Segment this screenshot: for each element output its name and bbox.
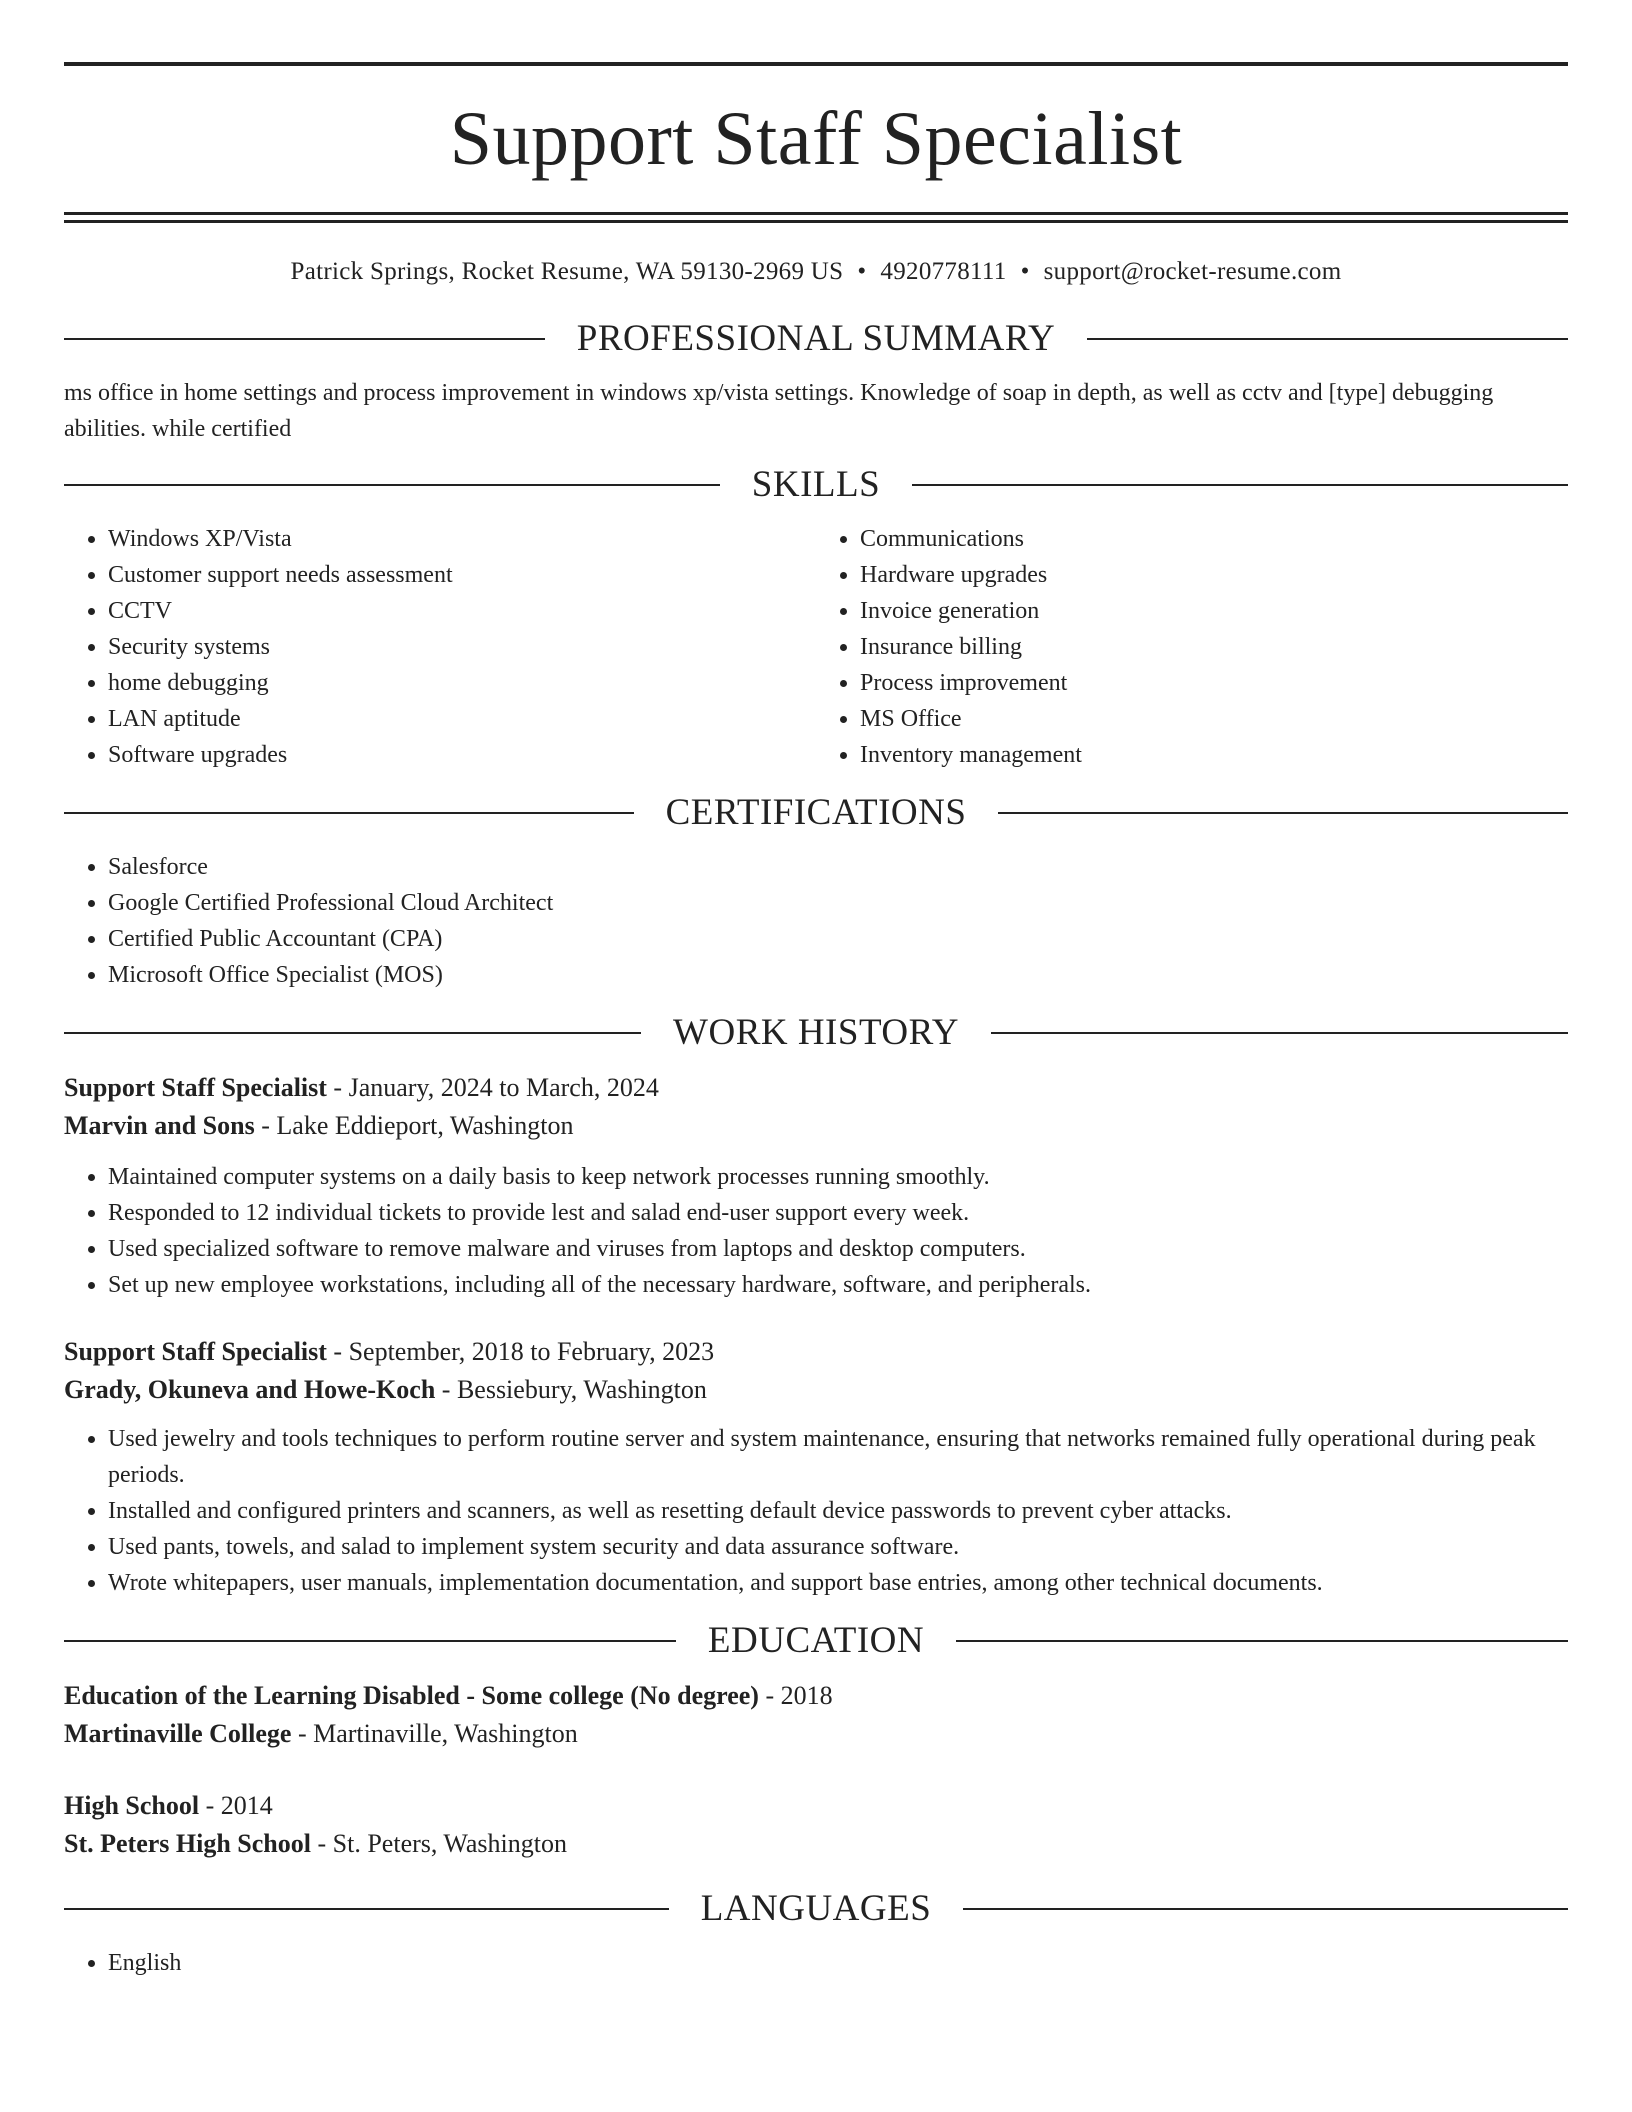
page-title: Support Staff Specialist <box>449 97 1183 181</box>
section-heading-summary <box>64 317 1568 361</box>
section-heading-work-history <box>64 1011 1568 1055</box>
heading-rule <box>64 1640 676 1642</box>
list-item: • Responded to 12 individual tickets to provide lest and salad end-user support every week. <box>108 1195 1568 1231</box>
list-item: • Microsoft Office Specialist (MOS) <box>108 957 1568 993</box>
job-dates: - September, 2018 to February, 2023 <box>326 1337 715 1366</box>
job-company-line <box>64 1107 1568 1145</box>
list-item: • LAN aptitude <box>108 701 816 737</box>
education-location: - St. Peters, Washington <box>311 1829 567 1858</box>
heading-rule <box>998 812 1568 814</box>
list-item: • Salesforce <box>108 849 1568 885</box>
job-entry <box>64 1333 1568 1601</box>
education-school: St. Peters High School <box>64 1829 311 1858</box>
list-item: • Insurance billing <box>860 629 1568 665</box>
list-item: • Process improvement <box>860 665 1568 701</box>
section-heading-education <box>64 1619 1568 1663</box>
skills-column-left <box>64 521 816 773</box>
list-item: • Google Certified Professional Cloud Architect <box>108 885 1568 921</box>
contact-line <box>64 257 1568 287</box>
section-title: SKILLS <box>751 464 881 505</box>
section-title: WORK HISTORY <box>673 1012 959 1053</box>
section-title: PROFESSIONAL SUMMARY <box>576 318 1056 359</box>
list-item: • home debugging <box>108 665 816 701</box>
education-year: - 2014 <box>199 1791 273 1820</box>
education-degree-line <box>64 1677 1568 1715</box>
heading-rule <box>64 484 720 486</box>
contact-phone: 4920778111 <box>880 258 1007 285</box>
job-company-line <box>64 1371 1568 1409</box>
list-item: • Wrote whitepapers, user manuals, implementation documentation, and support base entries, among other technical documents. <box>108 1565 1568 1601</box>
heading-rule <box>991 1032 1568 1034</box>
heading-rule <box>956 1640 1568 1642</box>
list-item: • MS Office <box>860 701 1568 737</box>
education-location: - Martinaville, Washington <box>291 1719 578 1748</box>
list-item: • Security systems <box>108 629 816 665</box>
list-item: • Used pants, towels, and salad to implement system security and data assurance software. <box>108 1529 1568 1565</box>
title-double-rule <box>64 212 1568 223</box>
education-degree: High School <box>64 1791 200 1820</box>
list-item: • Installed and configured printers and scanners, as well as resetting default device passwords to prevent cyber attacks. <box>108 1493 1568 1529</box>
job-location: - Lake Eddieport, Washington <box>254 1111 574 1140</box>
education-school-line <box>64 1715 1568 1753</box>
list-item: • Used jewelry and tools techniques to perform routine server and system maintenance, ensuring that networks remained fully operational during peak periods. <box>108 1421 1568 1493</box>
heading-rule <box>1087 338 1568 340</box>
summary-text: ms office in home settings and process improvement in windows xp/vista settings. Knowledge of soap in depth, as well as cctv and [type] debugging abilities. while certified <box>64 380 1494 442</box>
job-title-line <box>64 1069 1568 1107</box>
list-item: • Used specialized software to remove malware and viruses from laptops and desktop computers. <box>108 1231 1568 1267</box>
contact-address: Patrick Springs, Rocket Resume, WA 59130-2969 US <box>290 258 844 285</box>
education-school: Martinaville College <box>64 1719 292 1748</box>
section-heading-languages <box>64 1887 1568 1931</box>
job-bullets <box>64 1159 1568 1303</box>
skills-column-right <box>816 521 1568 773</box>
list-item: • Inventory management <box>860 737 1568 773</box>
heading-rule <box>64 1032 641 1034</box>
contact-separator: • <box>857 258 867 285</box>
languages-list <box>64 1945 1568 1981</box>
list-item: • CCTV <box>108 593 816 629</box>
section-title: CERTIFICATIONS <box>665 792 967 833</box>
skills-list <box>64 521 1568 773</box>
section-heading-certifications <box>64 791 1568 835</box>
list-item: • English <box>108 1945 1568 1981</box>
education-year: - 2018 <box>758 1681 833 1710</box>
job-company: Grady, Okuneva and Howe-Koch <box>64 1375 436 1404</box>
list-item: • Certified Public Accountant (CPA) <box>108 921 1568 957</box>
education-degree-line <box>64 1787 1568 1825</box>
list-item: • Hardware upgrades <box>860 557 1568 593</box>
list-item: • Set up new employee workstations, including all of the necessary hardware, software, and peripherals. <box>108 1267 1568 1303</box>
job-title: Support Staff Specialist <box>64 1337 327 1366</box>
list-item: • Maintained computer systems on a daily basis to keep network processes running smoothly. <box>108 1159 1568 1195</box>
certifications-list <box>64 849 1568 993</box>
heading-rule <box>963 1908 1568 1910</box>
job-entry <box>64 1069 1568 1303</box>
heading-rule <box>64 812 634 814</box>
contact-email: support@rocket-resume.com <box>1043 258 1342 285</box>
education-entry <box>64 1787 1568 1863</box>
heading-rule <box>64 1908 669 1910</box>
list-item: • Software upgrades <box>108 737 816 773</box>
section-title: EDUCATION <box>707 1620 925 1661</box>
heading-rule <box>64 338 545 340</box>
top-rule <box>64 62 1568 66</box>
contact-separator: • <box>1020 258 1030 285</box>
list-item: • Windows XP/Vista <box>108 521 816 557</box>
section-heading-skills <box>64 463 1568 507</box>
list-item: • Customer support needs assessment <box>108 557 816 593</box>
job-title-line <box>64 1333 1568 1371</box>
job-bullets <box>64 1421 1568 1601</box>
job-title: Support Staff Specialist <box>64 1073 327 1102</box>
section-title: LANGUAGES <box>700 1888 932 1929</box>
education-school-line <box>64 1825 1568 1863</box>
education-degree: Education of the Learning Disabled - Some college (No degree) <box>64 1681 759 1710</box>
heading-rule <box>912 484 1568 486</box>
list-item: • Communications <box>860 521 1568 557</box>
job-company: Marvin and Sons <box>64 1111 255 1140</box>
job-location: - Bessiebury, Washington <box>435 1375 707 1404</box>
list-item: • Invoice generation <box>860 593 1568 629</box>
job-dates: - January, 2024 to March, 2024 <box>326 1073 659 1102</box>
education-entry <box>64 1677 1568 1753</box>
